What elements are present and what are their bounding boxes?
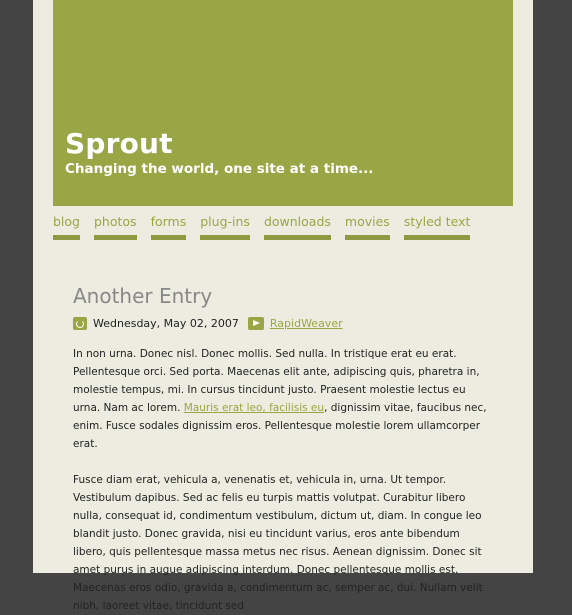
- nav-item-downloads[interactable]: downloads: [264, 214, 331, 240]
- entry-author-link[interactable]: RapidWeaver: [269, 316, 343, 330]
- nav-item-photos[interactable]: photos: [94, 214, 137, 240]
- site-header: [53, 0, 513, 206]
- blog-entry: [73, 282, 493, 615]
- entry-paragraph-1: [73, 345, 493, 453]
- nav-item-forms[interactable]: forms: [151, 214, 187, 240]
- entry-date: Wednesday, May 02, 2007: [93, 316, 239, 330]
- nav-item-movies[interactable]: movies: [345, 214, 390, 240]
- nav-item-styled-text[interactable]: styled text: [404, 214, 471, 240]
- entry-meta: [73, 315, 493, 331]
- entry-title[interactable]: Another Entry: [73, 284, 213, 308]
- main-nav: [53, 214, 484, 240]
- play-icon: [248, 317, 264, 330]
- nav-item-plug-ins[interactable]: plug-ins: [200, 214, 250, 240]
- entry-paragraph-2: Fusce diam erat, vehicula a, venenatis et, vehicula in, urna. Ut tempor. Vestibulum dapibus. Sed ac felis eu turpis mattis volutpat. Curabitur libero nulla, consequat id, condimentum vestibulum, dictum ut, diam. In congue leo blandit justo. Donec gravida, nisi eu tincidunt varius, eros ante bibendum libero, quis pellentesque massa metus nec risus. Aenean dignissim. Donec sit amet purus in augue adipiscing interdum. Donec pellentesque mollis est. Maecenas eros odio, gravida a, condimentum ac, semper ac, dui. Nullam velit nibh, laoreet vitae, tincidunt sed: [73, 474, 483, 612]
- nav-item-blog[interactable]: blog: [53, 214, 80, 240]
- site-tagline: Changing the world, one site at a time...: [65, 161, 374, 177]
- paragraph-text: , dignissim vitae, faucibus nec, enim. Fusce sodales dignissim eros. Pellentesque molestie lorem ullamcorper erat.: [73, 402, 487, 450]
- calendar-icon: [73, 317, 87, 330]
- paragraph-text: In non urna. Donec nisl. Donec mollis. Sed nulla. In tristique erat eu erat. Pellentesque orci. Sed porta. Maecenas elit ante, adipiscing quis, pharetra in, molestie tempus, mi. In cursus tincidunt justo. Praesent molestie lectus eu urna. Nam ac lorem.: [73, 348, 480, 414]
- site-title[interactable]: Sprout: [65, 127, 173, 160]
- inline-link[interactable]: Mauris erat leo, facilisis eu: [183, 402, 325, 414]
- page-container: [33, 0, 533, 612]
